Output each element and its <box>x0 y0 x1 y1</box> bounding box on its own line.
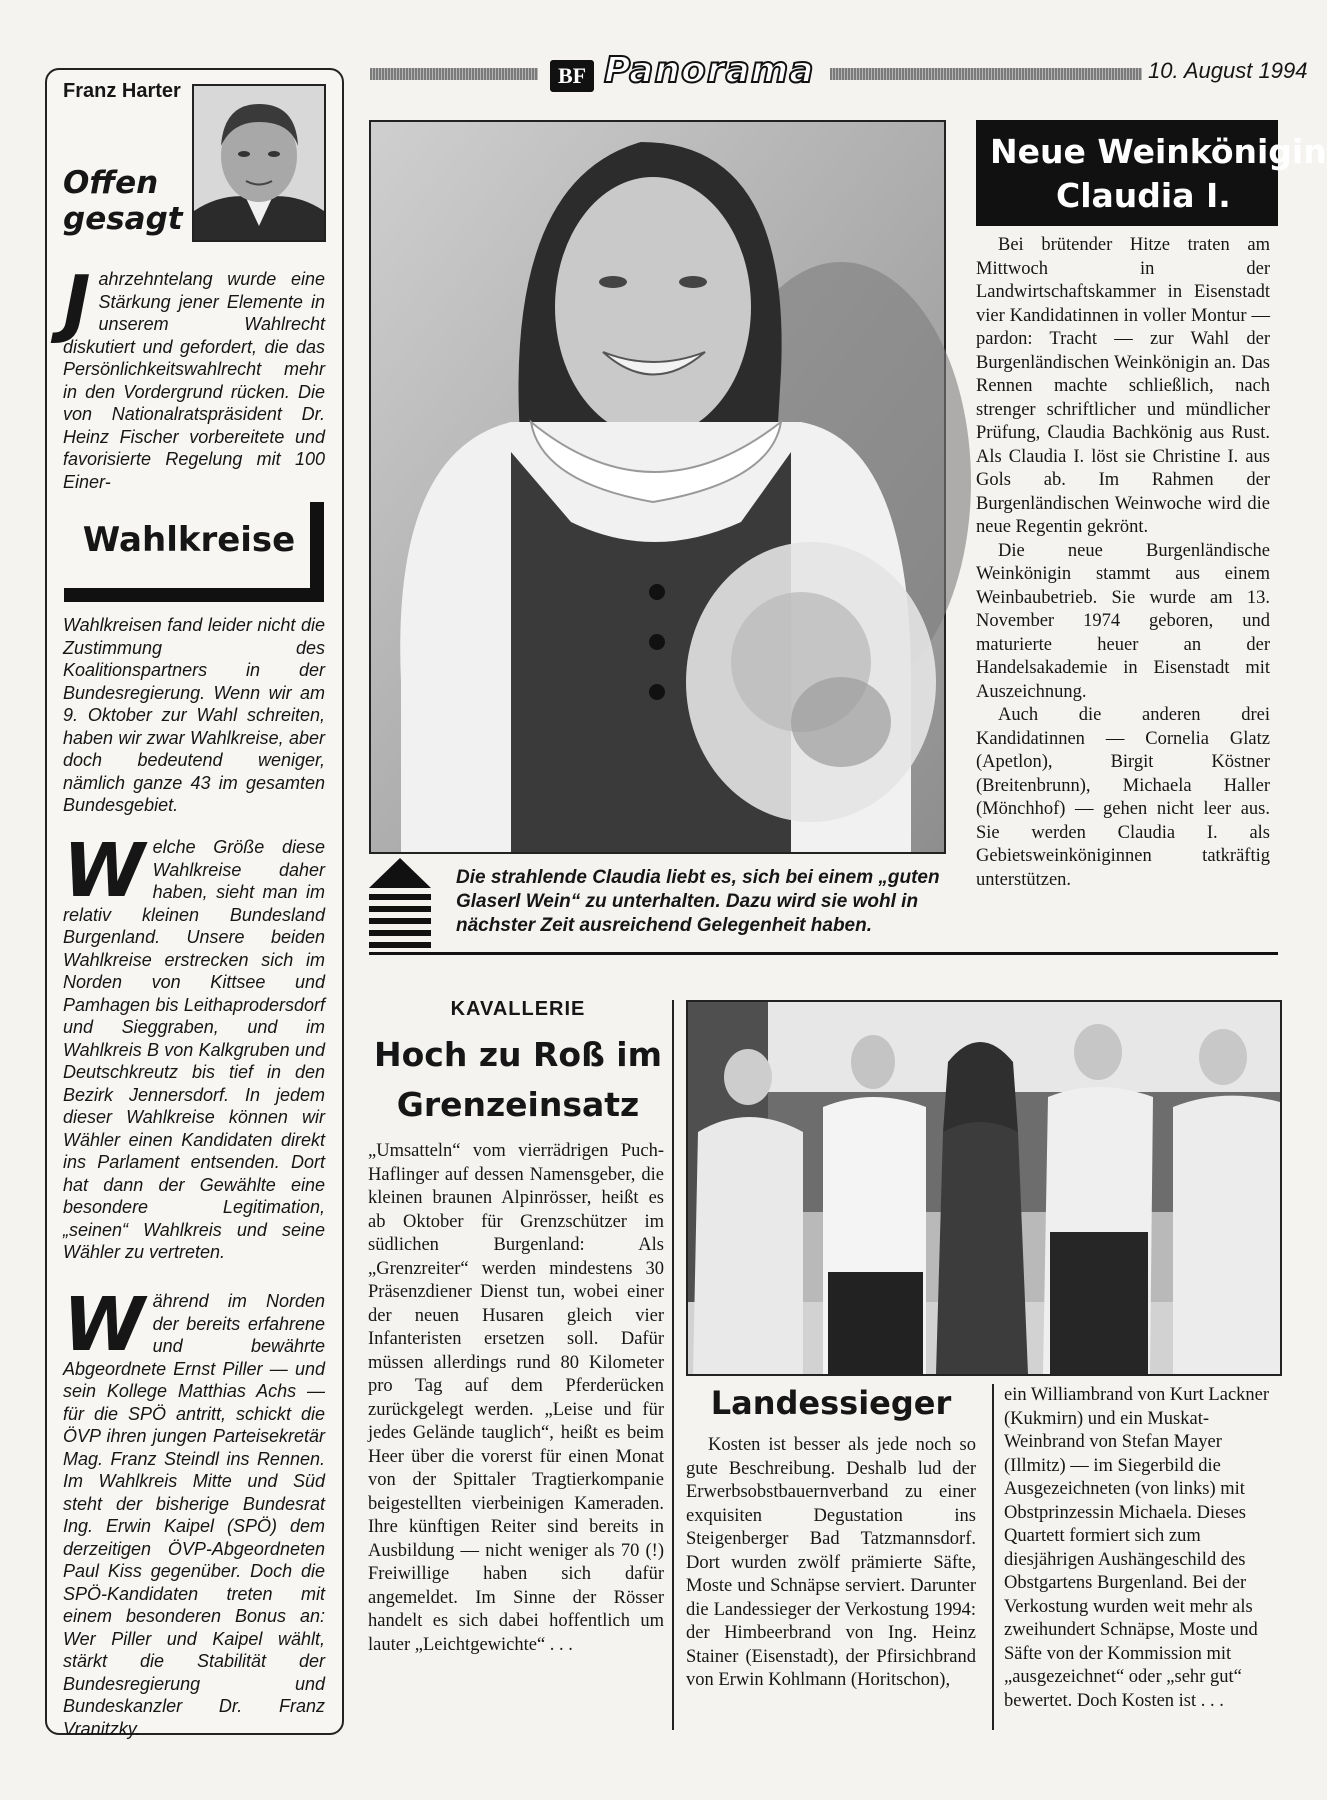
queen-paragraph-1: Bei brütender Hitze traten am Mittwoch in der Landwirtschaftskammer in Eisenstadt vier Kandidatinnen in voller Montur — pardon: Tracht — zur Wahl der Burgenländischen Weinkönigin an. Das Rennen machte schließlich, nach strenger schriftlicher und mündlicher Prüfung, Claudia Bachkönig aus Rust. Als Claudia I. löst sie Christine I. aus Gols ab. Im Rahmen der Burgenländischen Weinwoche wird die neue Regentin gekrönt. <box>976 235 1270 537</box>
dropcap-j: J <box>63 260 91 346</box>
queen-headline <box>976 120 1327 226</box>
queen-paragraph-3: Auch die anderen drei Kandidatinnen — Cornelia Glatz (Apetlon), Birgit Köstner (Breitenbrunn), Michaela Haller (Mönchhof) — gehen nicht leer aus. Sie werden Claudia I. als Gebietsweinköniginnen tatkräftig unterstützen. <box>976 705 1270 890</box>
cavalry-kicker: KAVALLERIE <box>450 998 586 1020</box>
cavalry-headline <box>368 1030 668 1130</box>
cavalry-body: „Umsatteln“ vom vierrädrigen Puch-Haflinger auf dessen Namensgeber, die kleinen braunen Alpinrösser, heißt es ab Oktober für Grenzschützer im südlichen Burgenland: Als „Grenzreiter“ werden mindestens 30 Präsenzdiener Dienst tun, wobei einer der neuen Husaren gleich vier Infanteristen ersetzen soll. Dafür müssen allerdings rund 80 Kilometer pro Tag auf dem Pferderücken zurückgelegt werden. „Leise und für jedes Gelände tauglich“, heißt es beim Heer über die vorerst für einen Monat von der Spittaler Tragtierkompanie beigestellten vierbeinigen Kameraden. Ihre künftigen Reiter sind bereits in Ausbildung — nicht weniger als 70 (!) Freiwillige haben sich dafür angemeldet. Im Sinne der Rösser handelt es sich dabei hoffentlich um lauter „Leichtgewichte“ . . . <box>368 1141 664 1655</box>
caption-arrow <box>369 858 431 948</box>
opinion-paragraph-4 <box>63 1282 325 1740</box>
subhead-text: Wahlkreise <box>82 520 296 560</box>
queen-headline-line1: Neue Weinkönigin <box>990 132 1327 171</box>
winners-photo <box>686 1000 1282 1376</box>
winners-column-2: ein Williambrand von Kurt Lackner (Kukmirn) und ein Muskat-Weinbrand von Stefan Mayer (Illmitz) — im Siegerbild die Ausgezeichneten (von links) mit Obstprinzessin Michaela. Dieses Quartett formiert sich zum diesjährigen Aushängeschild des Obstgartens Burgenland. Bei der Verkostung wurden weit mehr als zweihundert Schnäpse, Moste und Säfte von der Kommission mit „ausgezeichnet“ oder „sehr gut“ bewertet. Doch Kosten ist . . . <box>1004 1385 1270 1711</box>
queen-paragraph-2: Die neue Burgenländische Weinkönigin stammt aus einem Weinbaubetrieb. Sie wurde am 13. November 1974 geboren, und maturierte heuer an der Handelsakademie in Eisenstadt mit Auszeichnung. <box>976 540 1270 702</box>
subhead-rule-horizontal <box>64 588 324 602</box>
section-title: Panorama <box>604 50 815 91</box>
opinion-kicker: Offen gesagt <box>63 165 183 237</box>
issue-date: 10. August 1994 <box>1148 58 1308 83</box>
dropcap-w2: W <box>63 1282 145 1368</box>
opinion-text-3: elche Größe diese Wahlkreise daher haben, sieht man im relativ kleinen Bundesland Burgenland. Unsere beiden Wahlkreise erstrecken sich im Norden von Kittsee und Pamhagen bis Leithaprodersdorf und Sieggraben, und im Wahlkreis B von Kalkgruben und Deutschkreutz bis tief in den Bezirk Jennersdorf. In jedem dieser Wahlkreise können wir Wähler einen Kandidaten direkt ins Parlament entsenden. Dort hat dann der Gewählte eine besondere Legitimation, „seinen“ Wahlkreis und seine Wähler zu vertreten. <box>63 837 325 1262</box>
dropcap-w1: W <box>63 828 145 914</box>
queen-caption: Die strahlende Claudia liebt es, sich bei einem „guten Glaserl Wein“ zu unterhalten. Dazu wird sie wohl in nächster Zeit ausreichend Gelegenheit haben. <box>456 867 940 936</box>
queen-photo <box>369 120 946 854</box>
winners-column-rule <box>992 1384 994 1730</box>
column-rule <box>672 1000 674 1730</box>
header-rule-right <box>830 68 1142 80</box>
queen-headline-line2: Claudia I. <box>1056 176 1231 215</box>
author-name: Franz Harter <box>63 80 181 102</box>
logo-badge: BF <box>550 60 594 92</box>
winners-headline: Landessieger <box>710 1384 952 1422</box>
opinion-paragraph-1 <box>63 260 325 493</box>
header-rule-left <box>370 68 538 80</box>
caption-rule <box>369 952 1278 955</box>
subhead-wahlkreise <box>64 502 324 602</box>
queen-article <box>976 234 1270 892</box>
cavalry-headline-line1: Hoch zu Roß im <box>373 1035 663 1074</box>
author-portrait <box>192 84 326 242</box>
cavalry-headline-line2: Grenzeinsatz <box>396 1085 640 1124</box>
opinion-paragraph-3 <box>63 828 325 1264</box>
winners-column-1: Kosten ist besser als jede noch so gute Beschreibung. Deshalb lud der Erwerbsobstbauernverband zu einer exquisiten Degustation ins Steigenberger Bad Tatzmannsdorf. Dort wurden zwölf prämierte Säfte, Moste und Schnäpse serviert. Darunter die Landessieger der Verkostung 1994: der Himbeerbrand von Ing. Heinz Stainer (Eisenstadt), der Pfirsichbrand von Erwin Kohlmann (Horitschon), <box>686 1435 976 1690</box>
opinion-text-1: ahrzehntelang wurde eine Stärkung jener Elemente in unserem Wahlrecht diskutiert und gefordert, die das Persönlichkeitswahlrecht mehr in den Vordergrund rücken. Die von Nationalratspräsident Dr. Heinz Fischer vorbereitete und favorisierte Regelung mit 100 Einer- <box>63 269 325 492</box>
opinion-paragraph-2: Wahlkreisen fand leider nicht die Zustimmung des Koalitionspartners in der Bundesregierung. Wenn wir am 9. Oktober zur Wahl schreiten, haben wir zwar Wahlkreise, aber doch bedeutend weniger, nämlich ganze 43 im gesamten Bundesgebiet. <box>63 615 325 815</box>
opinion-text-4: ährend im Norden der bereits erfahrene und bewährte Abgeordnete Ernst Piller — und sein Kollege Matthias Achs — für die SPÖ antritt, schickt die ÖVP ihren jungen Parteisekretär Mag. Franz Steindl ins Rennen. Im Wahlkreis Mitte und Süd steht der bisherige Bundesrat Ing. Erwin Kaipel (SPÖ) dem derzeitigen ÖVP-Abgeordneten Paul Kiss gegenüber. Doch die SPÖ-Kandidaten treten mit einem besonderen Bonus an: Wer Piller und Kaipel wählt, stärkt die Stabilität der Bundesregierung und Bundeskanzler Dr. Franz Vranitzky. <box>63 1291 325 1739</box>
